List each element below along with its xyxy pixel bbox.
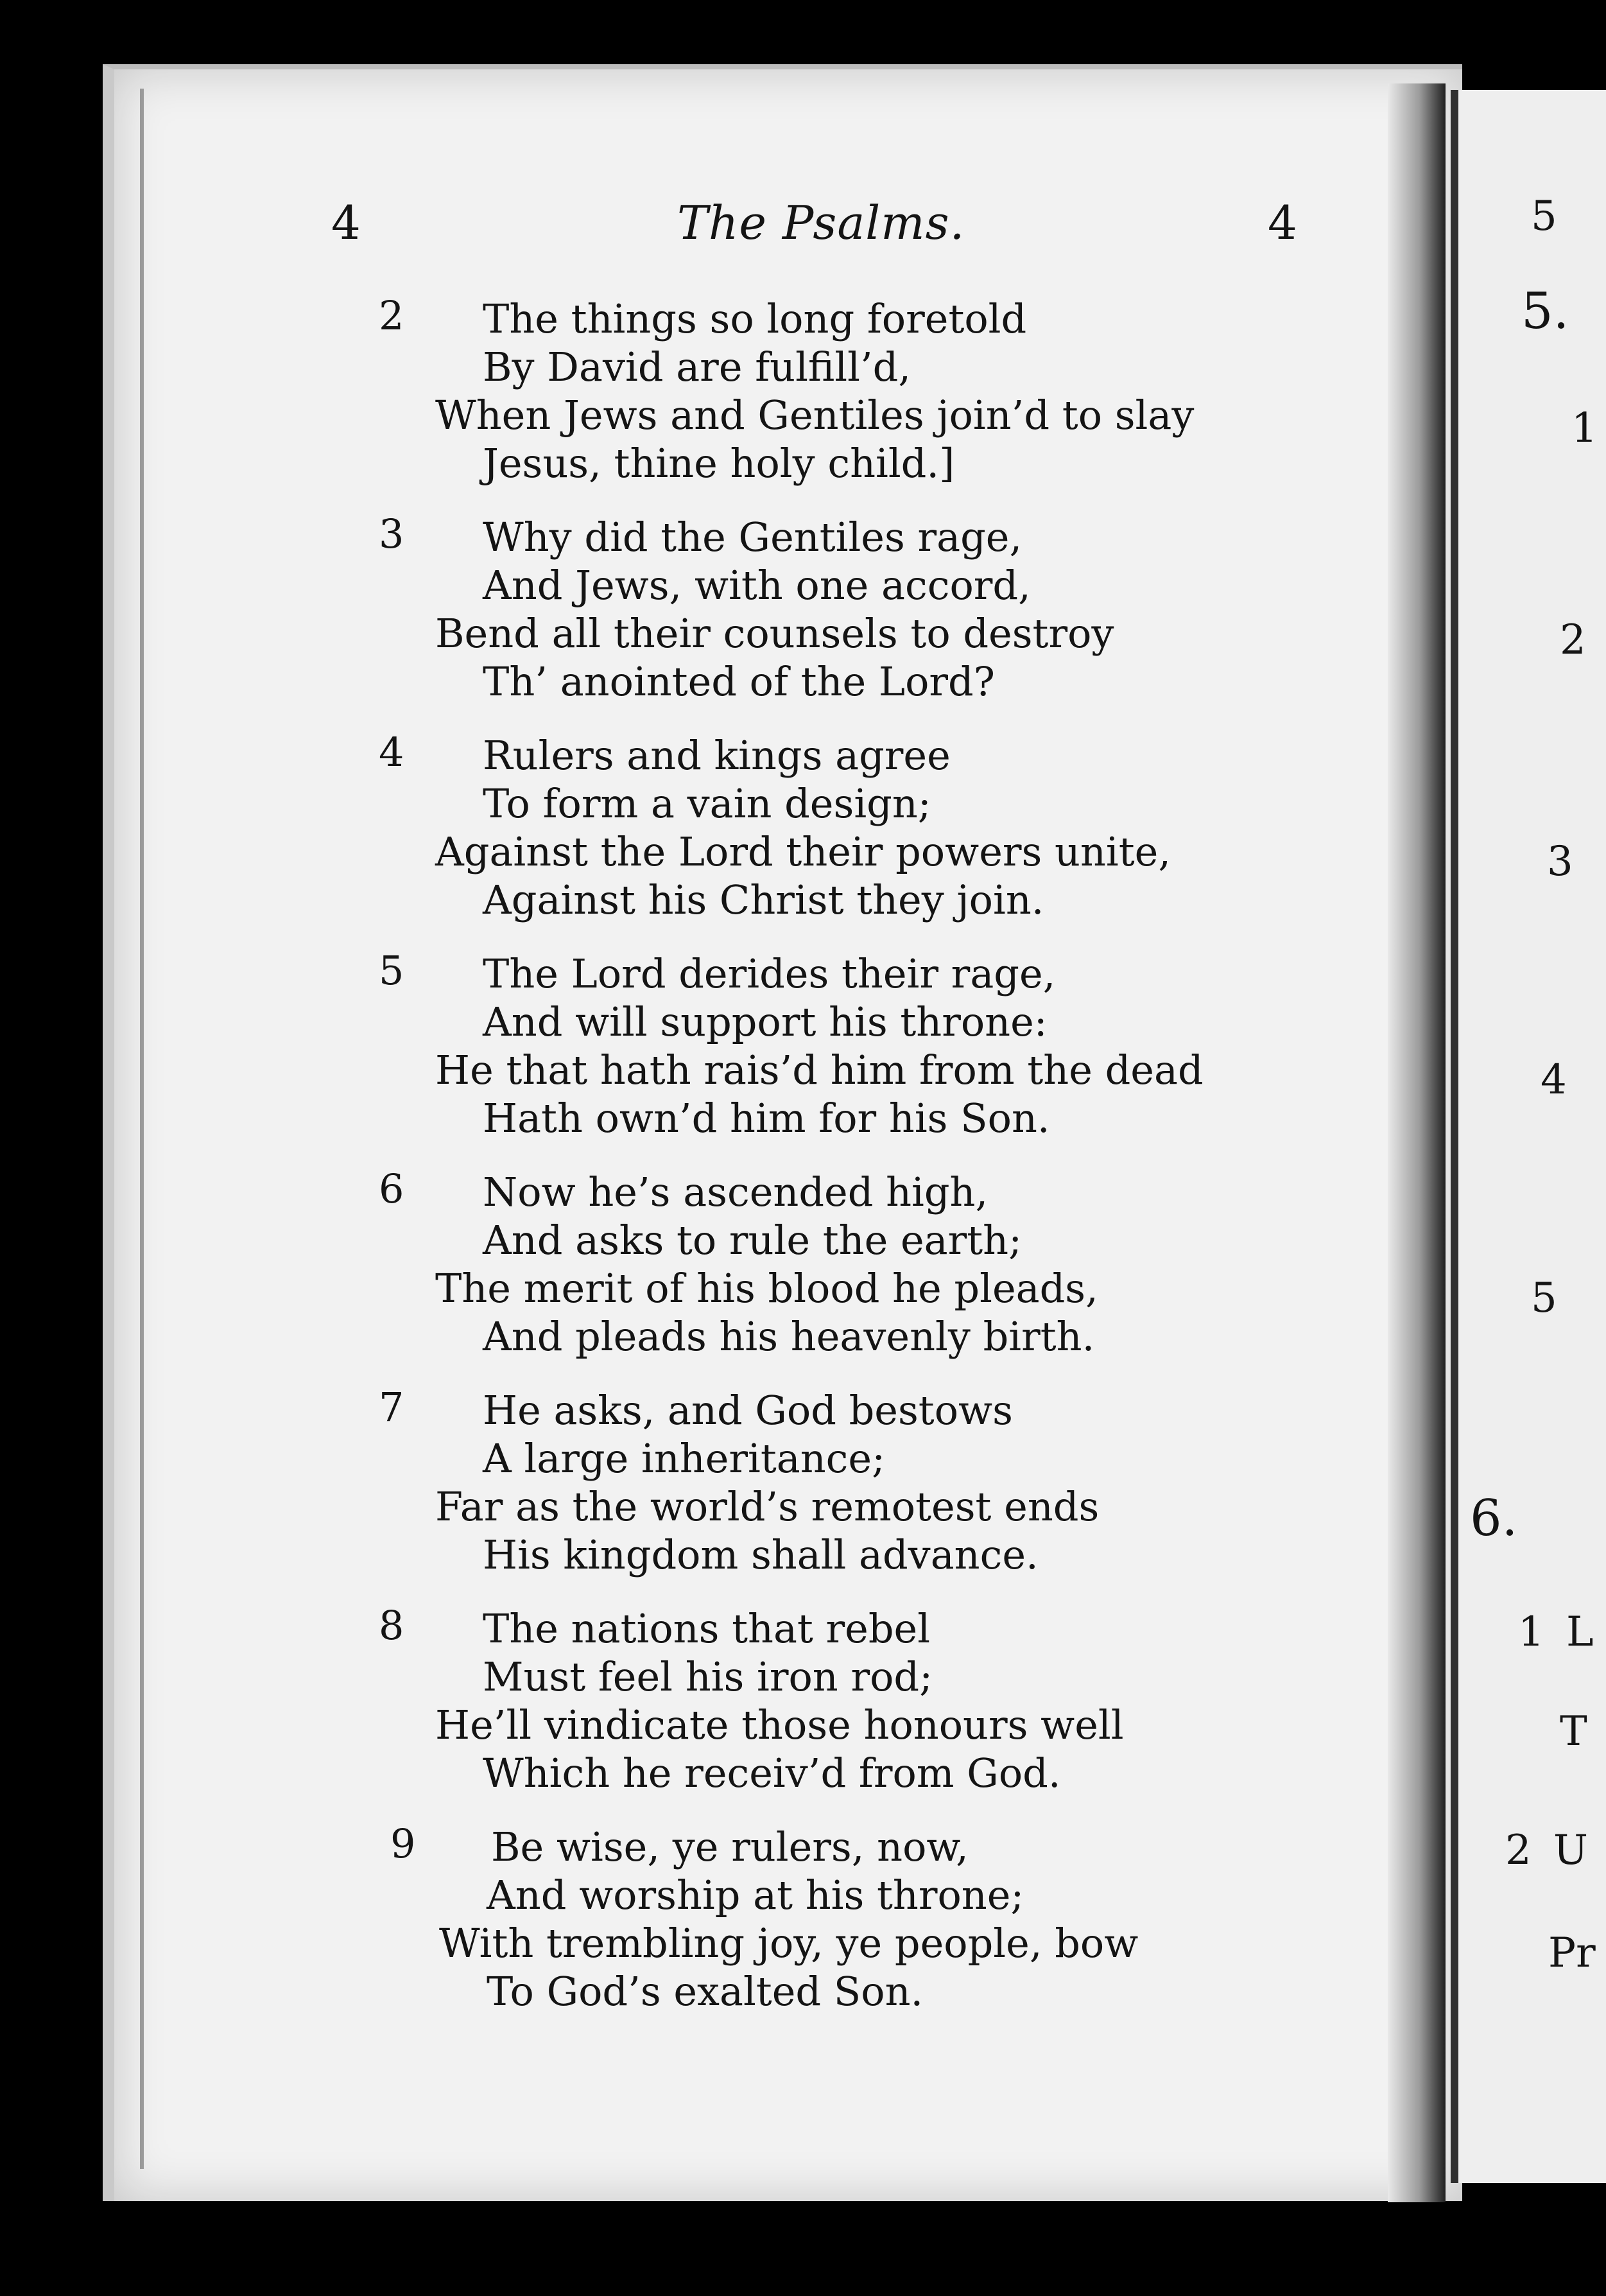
psalm-heading: 6.: [1470, 1490, 1518, 1547]
verse-line: Why did the Gentiles rage,: [483, 514, 1023, 561]
verse-line: Which he receiv’d from God.: [483, 1750, 1061, 1796]
verse-line: The things so long foretold: [483, 295, 1027, 342]
verse-number: 5: [1531, 1274, 1557, 1322]
verse-line: The Lord derides their rage,: [483, 950, 1056, 997]
verse-line: Be wise, ye rulers, now,: [491, 1823, 969, 1870]
text-fragment: Pr: [1548, 1929, 1596, 1977]
verse-line: He asks, and God bestows: [483, 1387, 1013, 1434]
verse-line: To form a vain design;: [483, 780, 931, 827]
page-number-right: 4: [1268, 196, 1297, 250]
text-fragment: U: [1553, 1827, 1588, 1874]
verse-line: Against his Christ they join.: [483, 876, 1044, 923]
verse-number: 5: [379, 947, 404, 994]
verse-number: 4: [379, 729, 404, 776]
verse-number: 9: [390, 1820, 416, 1867]
right-page-number: 5: [1531, 193, 1557, 240]
running-title: The Psalms.: [677, 196, 965, 250]
verse-line: Must feel his iron rod;: [483, 1653, 933, 1700]
verse-number: 3: [1547, 838, 1573, 885]
verse-number: 4: [1541, 1056, 1567, 1104]
verse-line: And pleads his heavenly birth.: [483, 1313, 1095, 1360]
verse-line: He that hath rais’d him from the dead: [435, 1047, 1204, 1093]
verse-line: Against the Lord their powers unite,: [435, 828, 1171, 875]
verse-number: 7: [379, 1384, 404, 1431]
verse-line: And worship at his throne;: [487, 1872, 1024, 1918]
verse-line: A large inheritance;: [483, 1435, 885, 1482]
page-number-left: 4: [331, 196, 361, 250]
text-fragment: L: [1566, 1608, 1594, 1656]
verse-line: To God’s exalted Son.: [487, 1968, 924, 2015]
verse-line: Far as the world’s remotest ends: [435, 1483, 1100, 1530]
verse-line: Th’ anointed of the Lord?: [483, 658, 995, 705]
verse-number: 1: [1571, 404, 1598, 452]
verse-line: The merit of his blood he pleads,: [435, 1265, 1098, 1312]
verse-line: Rulers and kings agree: [483, 732, 951, 779]
text-fragment: T: [1560, 1708, 1587, 1755]
verse-line: Jesus, thine holy child.]: [483, 440, 955, 487]
verse-line: When Jews and Gentiles join’d to slay: [435, 392, 1195, 439]
verse-number: 1: [1518, 1608, 1544, 1656]
verse-number: 2: [379, 292, 404, 339]
verse-line: His kingdom shall advance.: [483, 1531, 1039, 1578]
verse-line: And asks to rule the earth;: [483, 1217, 1022, 1264]
verse-number: 3: [379, 510, 404, 557]
verse-number: 8: [379, 1602, 404, 1649]
verse-line: With trembling joy, ye people, bow: [439, 1920, 1139, 1967]
verse-line: And Jews, with one accord,: [483, 562, 1031, 609]
verse-line: He’ll vindicate those honours well: [435, 1701, 1124, 1748]
verse-line: The nations that rebel: [483, 1605, 931, 1652]
verse-number: 2: [1505, 1827, 1532, 1874]
verse-line: Bend all their counsels to destroy: [435, 610, 1114, 657]
verse-line: Hath own’d him for his Son.: [483, 1095, 1050, 1142]
psalm-heading: 5.: [1521, 283, 1569, 340]
verse-number: 6: [379, 1165, 404, 1212]
verse-line: And will support his throne:: [483, 998, 1048, 1045]
verse-line: By David are fulfill’d,: [483, 344, 911, 390]
verse-line: Now he’s ascended high,: [483, 1169, 989, 1215]
verse-number: 2: [1560, 616, 1586, 664]
book-gutter: [1388, 83, 1446, 2202]
